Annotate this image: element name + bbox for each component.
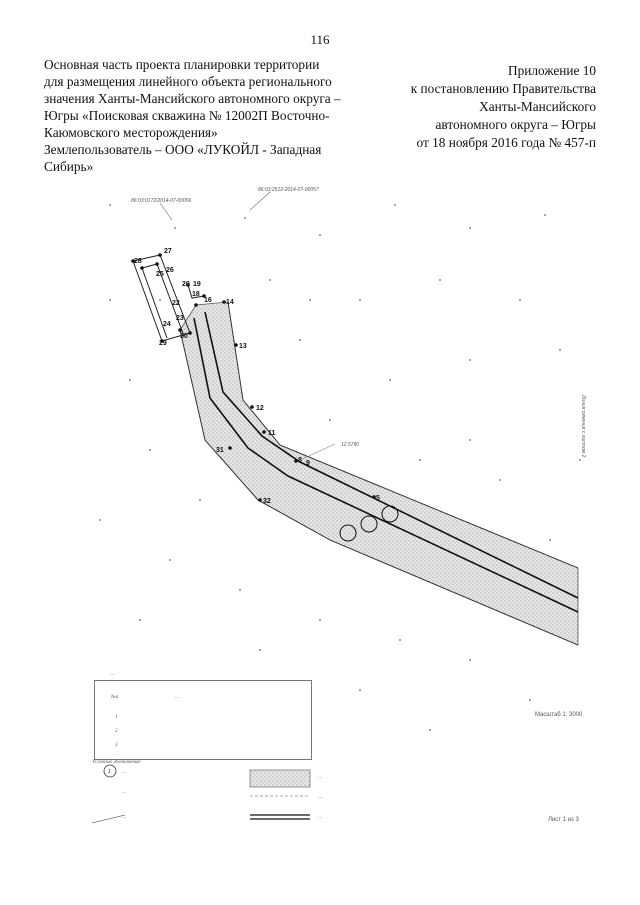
appendix-line: Ханты-Мансийского — [479, 99, 596, 114]
legend-row: 3 — [115, 743, 118, 748]
appendix-line: Приложение 10 — [508, 63, 596, 78]
legend-line-swatch — [250, 815, 310, 819]
distance-label: 12,5790 — [341, 442, 360, 448]
appendix-line: автономного округа – Югры — [435, 117, 596, 132]
legend-row: 1 — [115, 715, 118, 720]
point-label: 25 — [156, 271, 164, 278]
point-label: 5 — [376, 495, 380, 502]
map-scale: Масштаб 1: 3000 — [535, 712, 583, 718]
legend-zone-swatch — [250, 770, 310, 787]
point-label: 16 — [204, 297, 212, 304]
title-line: Югры «Поисковая скважина № 12002П Восточно- — [44, 108, 330, 123]
legend-item: … — [122, 770, 127, 775]
title-line: значения Ханты-Мансийского автономного округа – — [44, 91, 341, 106]
point-label: 28 — [134, 258, 142, 265]
point-label: 20 — [182, 281, 190, 288]
point-label: 29 — [159, 340, 167, 347]
appendix-line: от 18 ноября 2016 года № 457-п — [416, 135, 596, 150]
legend-table — [94, 680, 312, 760]
title-line: Основная часть проекта планировки территории — [44, 57, 320, 72]
right-of-way-zone — [180, 302, 578, 645]
point-label: 30 — [180, 333, 188, 340]
page-number: 116 — [310, 32, 330, 47]
legend-row: 2 — [115, 729, 118, 734]
point-label: 19 — [193, 281, 201, 288]
point-label: 22 — [172, 300, 180, 307]
legend-header-no: №п — [111, 695, 119, 700]
cadastral-leader — [160, 203, 172, 220]
point-label: 11 — [268, 430, 276, 437]
title-line: Каюмовского месторождения» — [44, 125, 218, 140]
point-label: 24 — [163, 321, 171, 328]
legend-item: … — [318, 795, 323, 800]
legend-item: … — [318, 815, 323, 820]
point-label: 14 — [226, 299, 234, 306]
appendix-line: к постановлению Правительства — [410, 81, 596, 96]
point-label: 32 — [263, 498, 271, 505]
point-label: 9 — [306, 460, 310, 467]
sheet-junction-note: Линия сечения с листом 2 — [580, 395, 586, 458]
point-label: 26 — [166, 267, 174, 274]
sheet-number: Лист 1 из 3 — [548, 817, 579, 823]
cadastral-number: 86:03:0172/2014-07-00056 — [131, 198, 192, 204]
legend-item: … — [318, 775, 323, 780]
cadastral-number: 86:03:2512-2014-07-00057 — [258, 187, 319, 193]
legend-title: … — [110, 672, 115, 677]
title-line: Сибирь» — [44, 159, 94, 174]
title-line: для размещения линейного объекта регионального — [44, 74, 332, 89]
svg-text:1: 1 — [108, 769, 111, 775]
legend-section-title: Условные обозначения: — [92, 760, 142, 765]
legend-item: … — [122, 815, 127, 820]
point-label: 31 — [216, 447, 224, 454]
point-label: 18 — [192, 291, 200, 298]
point-label: 27 — [164, 248, 172, 255]
point-label: 12 — [256, 405, 264, 412]
cadastral-leader — [250, 192, 270, 210]
legend-header-name: … — [175, 695, 180, 700]
legend-distance-swatch — [92, 815, 125, 823]
point-label: 13 — [239, 343, 247, 350]
distance-leader — [300, 444, 335, 460]
title-line: Землепользователь – ООО «ЛУКОЙЛ - Западная — [44, 142, 322, 157]
point-label: 23 — [176, 315, 184, 322]
point-label: 8 — [298, 457, 302, 464]
legend-item: … — [122, 790, 127, 795]
